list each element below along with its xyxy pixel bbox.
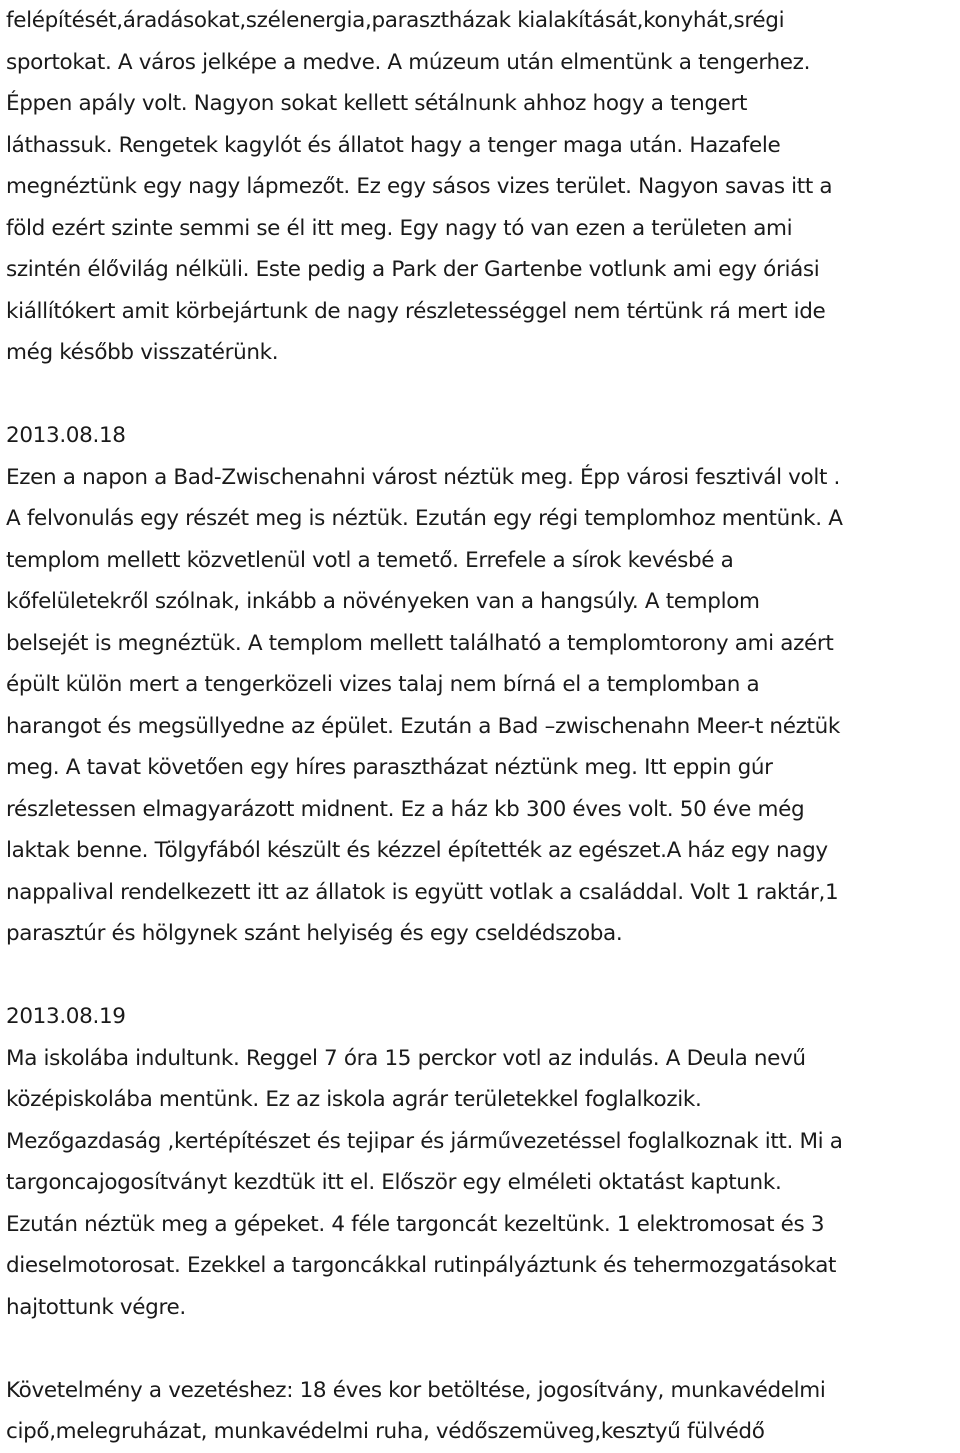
text-line: kiállítókert amit körbejártunk de nagy részletességgel nem tértünk rá mert ide	[6, 298, 826, 324]
text-line: még később visszatérünk.	[6, 340, 279, 365]
text-line: Követelmény a vezetéshez: 18 éves kor betöltése, jogosítvány, munkavédelmi	[6, 1377, 826, 1403]
text-line: föld ezért szinte semmi se él itt meg. Egy nagy tó van ezen a területen ami	[6, 215, 793, 241]
text-line: parasztúr és hölgynek szánt helyiség és egy cseldédszoba.	[6, 921, 623, 946]
document-page	[6, 0, 956, 1453]
text-line: középiskolába mentünk. Ez az iskola agrár területekkel foglalkozik.	[6, 1087, 702, 1112]
text-line: épült külön mert a tengerközeli vizes talaj nem bírná el a templomban a	[6, 672, 760, 697]
text-line: meg. A tavat követően egy híres parasztházat néztünk meg. Itt eppin gúr	[6, 755, 773, 780]
text-line: nappalival rendelkezett itt az állatok is együtt votlak a családdal. Volt 1 raktár,1	[6, 879, 839, 905]
text-line: láthassuk. Rengetek kagylót és állatot hagy a tenger maga után. Hazafele	[6, 132, 781, 158]
text-line: Éppen apály volt. Nagyon sokat kellett sétálnunk ahhoz hogy a tengert	[6, 91, 748, 116]
text-line: hajtottunk végre.	[6, 1294, 186, 1320]
date-heading: 2013.08.18	[6, 423, 126, 448]
text-line: templom mellett közvetlenül votl a temető. Errefele a sírok kevésbé a	[6, 547, 734, 573]
text-line: sportokat. A város jelképe a medve. A múzeum után elmentünk a tengerhez.	[6, 49, 811, 75]
text-line: felépítését,áradásokat,szélenergia,parasztházak kialakítását,konyhát,srégi	[6, 8, 785, 33]
text-line: kőfelületekről szólnak, inkább a növényeken van a hangsúly. A templom	[6, 589, 760, 614]
text-line: részletessen elmagyarázott midnent. Ez a ház kb 300 éves volt. 50 éve még	[6, 796, 805, 822]
text-line: targoncajogosítványt kezdtük itt el. Először egy elméleti oktatást kaptunk.	[6, 1170, 782, 1195]
text-line: Mezőgazdaság ,kertépítészet és tejipar és járművezetéssel foglalkoznak itt. Mi a	[6, 1128, 843, 1154]
text-line: harangot és megsüllyedne az épület. Ezután a Bad –zwischenahn Meer-t néztük	[6, 713, 840, 739]
text-line: dieselmotorosat. Ezekkel a targoncákkal rutinpályáztunk és tehermozgatásokat	[6, 1253, 837, 1278]
paragraph-spacer	[6, 374, 956, 416]
paragraph-section-1	[6, 0, 956, 374]
paragraph-section-2	[6, 415, 956, 955]
paragraph-section-4	[6, 1370, 956, 1453]
paragraph-spacer	[6, 1328, 956, 1370]
text-line: A felvonulás egy részét meg is néztük. Ezután egy régi templomhoz mentünk. A	[6, 506, 843, 531]
paragraph-spacer	[6, 955, 956, 997]
text-line: Ma iskolába indultunk. Reggel 7 óra 15 perckor votl az indulás. A Deula nevű	[6, 1045, 806, 1071]
text-line: Ezen a napon a Bad-Zwischenahni várost néztük meg. Épp városi fesztivál volt .	[6, 464, 841, 490]
text-line: megnéztünk egy nagy lápmezőt. Ez egy sásos vizes terület. Nagyon savas itt a	[6, 174, 833, 199]
text-line: belsejét is megnéztük. A templom mellett található a templomtorony ami azért	[6, 630, 834, 656]
text-line: laktak benne. Tölgyfából készült és kézzel építették az egészet.A ház egy nagy	[6, 838, 828, 863]
text-line: Ezután néztük meg a gépeket. 4 féle targoncát kezeltünk. 1 elektromosat és 3	[6, 1211, 825, 1237]
date-heading: 2013.08.19	[6, 1004, 126, 1029]
text-line: szintén élővilág nélküli. Este pedig a Park der Gartenbe votlunk ami egy óriási	[6, 257, 820, 282]
paragraph-section-3	[6, 996, 956, 1328]
text-line: cipő,melegruházat, munkavédelmi ruha, védőszemüveg,kesztyű fülvédő	[6, 1419, 765, 1444]
